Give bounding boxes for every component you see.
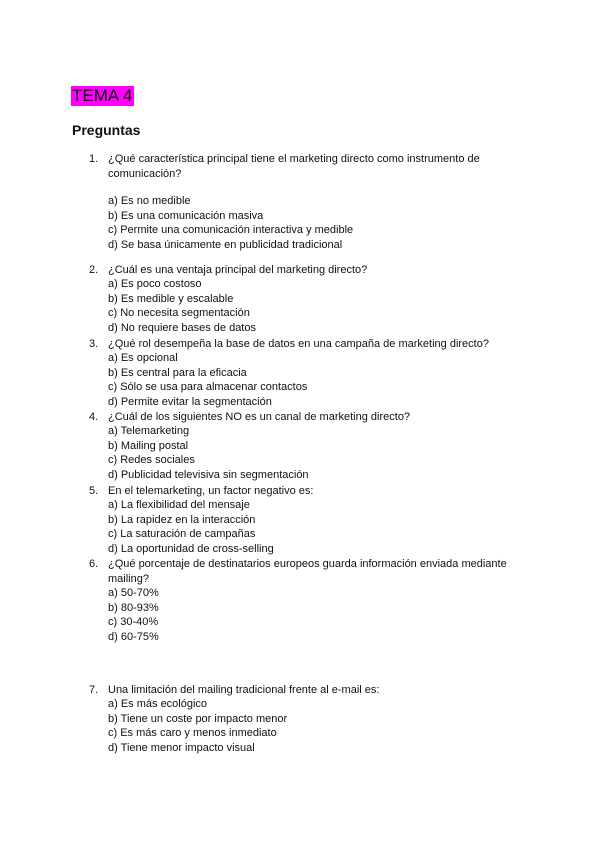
question-text: ¿Qué rol desempeña la base de datos en una campaña de marketing directo?: [108, 338, 489, 350]
question-text: ¿Cuál de los siguientes NO es un canal de marketing directo?: [108, 411, 411, 423]
question-text: comunicación?: [108, 167, 182, 180]
question-number: 5.: [89, 485, 99, 497]
answer-option: c) Sólo se usa para almacenar contactos: [108, 381, 308, 394]
answer-option: c) La saturación de campañas: [108, 528, 256, 541]
question-number: 4.: [89, 411, 99, 423]
answer-option: b) Es central para la eficacia: [108, 366, 247, 379]
question-text: ¿Qué porcentaje de destinatarios europeos guarda información enviada mediante: [108, 558, 507, 570]
answer-option: d) 60-75%: [108, 631, 159, 644]
question-text: En el telemarketing, un factor negativo es:: [108, 485, 314, 497]
answer-option: d) Tiene menor impacto visual: [108, 742, 255, 755]
answer-option: d) La oportunidad de cross-selling: [108, 543, 274, 556]
answer-option: c) 30-40%: [108, 616, 159, 629]
document-title: TEMA 4: [72, 86, 133, 105]
question-number: 1.: [89, 153, 99, 165]
answer-option: b) Tiene un coste por impacto menor: [108, 712, 288, 725]
answer-option: b) Es medible y escalable: [108, 292, 234, 305]
answer-option: a) 50-70%: [108, 587, 159, 599]
answer-option: a) Es no medible: [108, 195, 191, 207]
answer-option: d) Publicidad televisiva sin segmentación: [108, 469, 309, 482]
answer-option: b) La rapidez en la interacción: [108, 513, 256, 526]
question-number: 6.: [89, 558, 99, 570]
answer-option: d) Permite evitar la segmentación: [108, 396, 272, 409]
question-text: mailing?: [108, 572, 149, 585]
answer-option: b) 80-93%: [108, 601, 159, 614]
section-heading: Preguntas: [72, 122, 141, 138]
answer-option: c) Permite una comunicación interactiva y medible: [108, 224, 354, 237]
answer-option: c) Es más caro y menos inmediato: [108, 727, 277, 740]
answer-option: c) No necesita segmentación: [108, 307, 250, 320]
answer-option: b) Mailing postal: [108, 439, 189, 452]
answer-option: a) Es poco costoso: [108, 278, 202, 290]
question-number: 3.: [89, 338, 99, 350]
question-number: 2.: [89, 264, 99, 276]
answer-option: a) Es más ecológico: [108, 698, 208, 710]
answer-option: a) Telemarketing: [108, 425, 190, 437]
answer-option: a) Es opcional: [108, 352, 178, 364]
answer-option: d) No requiere bases de datos: [108, 322, 256, 335]
answer-option: d) Se basa únicamente en publicidad tradicional: [108, 239, 343, 252]
answer-option: c) Redes sociales: [108, 454, 195, 467]
answer-option: b) Es una comunicación masiva: [108, 209, 264, 222]
question-number: 7.: [89, 684, 99, 696]
answer-option: a) La flexibilidad del mensaje: [108, 499, 250, 511]
question-text: Una limitación del mailing tradicional frente al e-mail es:: [108, 684, 380, 696]
question-text: ¿Cuál es una ventaja principal del marketing directo?: [108, 264, 368, 276]
question-text: ¿Qué característica principal tiene el marketing directo como instrumento de: [108, 153, 480, 165]
